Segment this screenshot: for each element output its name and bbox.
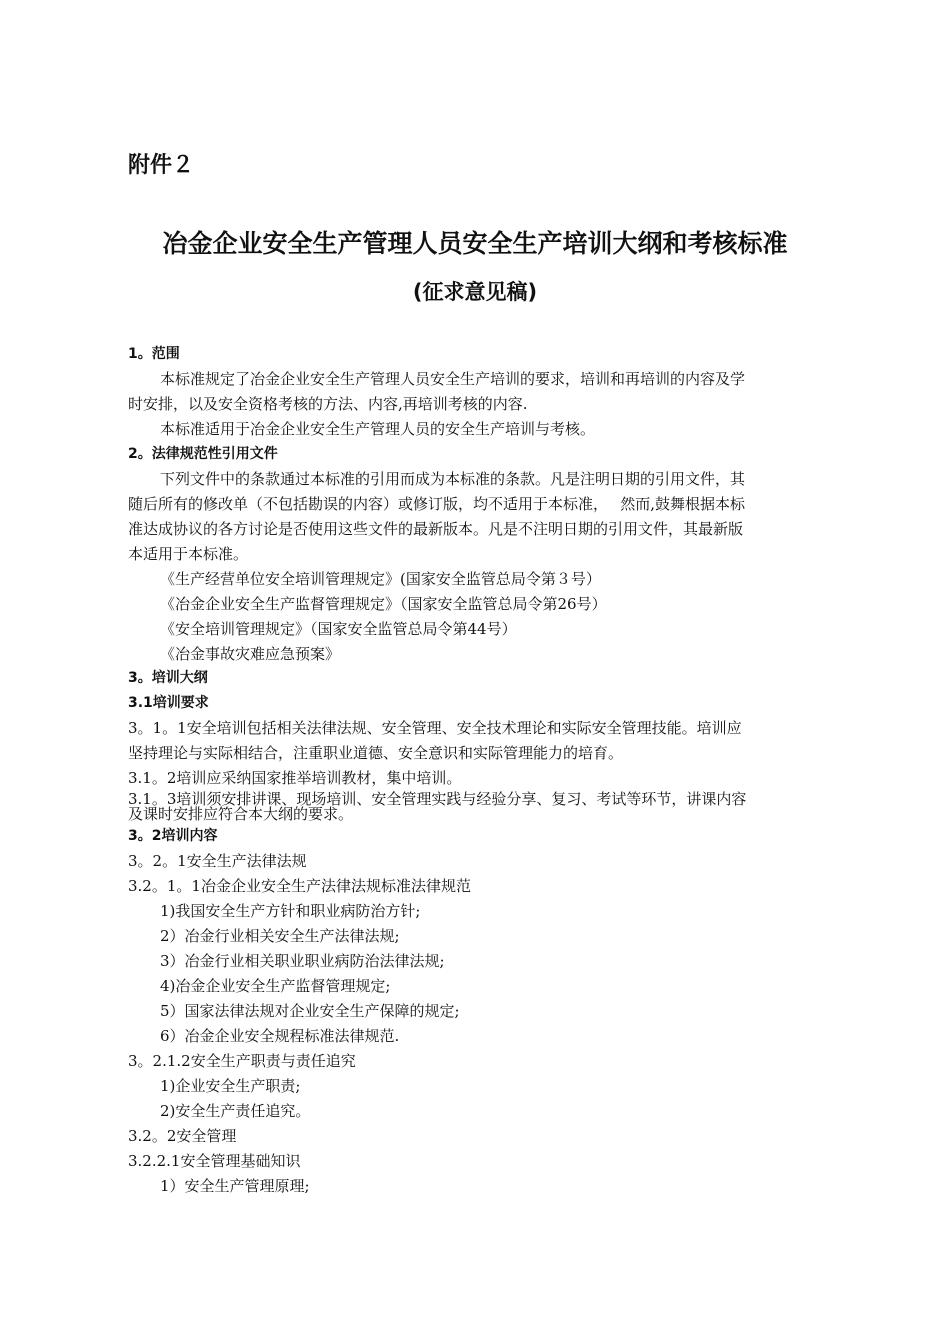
paragraph-line: 本适用于本标准。 [128,545,249,563]
list-item: 6）冶金企业安全规程标准法律规范. [160,1027,400,1045]
document-subtitle: (征求意见稿) [412,280,538,304]
paragraph-line: 本标准规定了冶金企业安全生产管理人员安全生产培训的要求，培训和再培训的内容及学 [160,370,746,388]
paragraph-line: 及课时安排应符合本大纲的要求。 [128,805,354,823]
item-heading: 3.2。1。1冶金企业安全生产法律法规标准法律规范 [128,877,471,895]
paragraph-line: 时安排，以及安全资格考核的方法、内容,再培训考核的内容. [128,395,528,413]
item-heading: 3。2.1.2安全生产职责与责任追究 [128,1052,356,1070]
reference-item: 《生产经营单位安全培训管理规定》(国家安全监管总局令第３号） [160,570,601,588]
list-item: 1）安全生产管理原理; [160,1177,310,1195]
paragraph-line: 下列文件中的条款通过本标准的引用而成为本标准的条款。凡是注明日期的引用文件，其 [160,470,746,488]
paragraph-line: 3.1。3培训须安排讲课、现场培训、安全管理实践与经验分享、复习、考试等环节，讲课内容 [128,790,747,808]
reference-item: 《安全培训管理规定》（国家安全监管总局令第44号） [160,620,517,638]
subsection-heading: 3.1培训要求 [128,695,209,711]
list-item: 5）国家法律法规对企业安全生产保障的规定; [160,1002,460,1020]
reference-item: 《冶金事故灾难应急预案》 [160,645,341,663]
paragraph-line: 随后所有的修改单（不包括勘误的内容）或修订版，均不适用于本标准， 然而,鼓舞根据本标 [128,495,746,513]
paragraph-line: 坚持理论与实际相结合，注重职业道德、安全意识和实际管理能力的培育。 [128,744,624,762]
list-item: 1)企业安全生产职责; [160,1077,301,1095]
paragraph-line: 3.1。2培训应采纳国家推举培训教材，集中培训。 [128,769,462,787]
paragraph-line: 3。1。1安全培训包括相关法律法规、安全管理、安全技术理论和实际安全管理技能。培训应 [128,719,742,737]
item-heading: 3.2。2安全管理 [128,1127,237,1145]
reference-item: 《冶金企业安全生产监督管理规定》（国家安全监管总局令第26号） [160,595,607,613]
document-title: 冶金企业安全生产管理人员安全生产培训大纲和考核标准 [162,229,788,258]
section-heading: 2。法律规范性引用文件 [128,446,278,462]
paragraph-line: 本标准适用于冶金企业安全生产管理人员的安全生产培训与考核。 [160,420,596,438]
item-heading: 3.2.2.1安全管理基础知识 [128,1152,301,1170]
item-heading: 3。2。1安全生产法律法规 [128,852,307,870]
list-item: 4)冶金企业安全生产监督管理规定; [160,977,391,995]
subsection-heading: 3。2培训内容 [128,828,218,844]
paragraph-line: 准达成协议的各方讨论是否使用这些文件的最新版本。凡是不注明日期的引用文件，其最新版 [128,520,744,538]
list-item: 3）冶金行业相关职业职业病防治法律法规; [160,952,445,970]
attachment-label: 附件２ [128,153,195,178]
section-heading: 3。培训大纲 [128,670,208,686]
list-item: 2）冶金行业相关安全生产法律法规; [160,927,400,945]
section-heading: 1。范围 [128,346,180,362]
list-item: 2)安全生产责任追究。 [160,1102,311,1120]
list-item: 1)我国安全生产方针和职业病防治方针; [160,902,421,920]
